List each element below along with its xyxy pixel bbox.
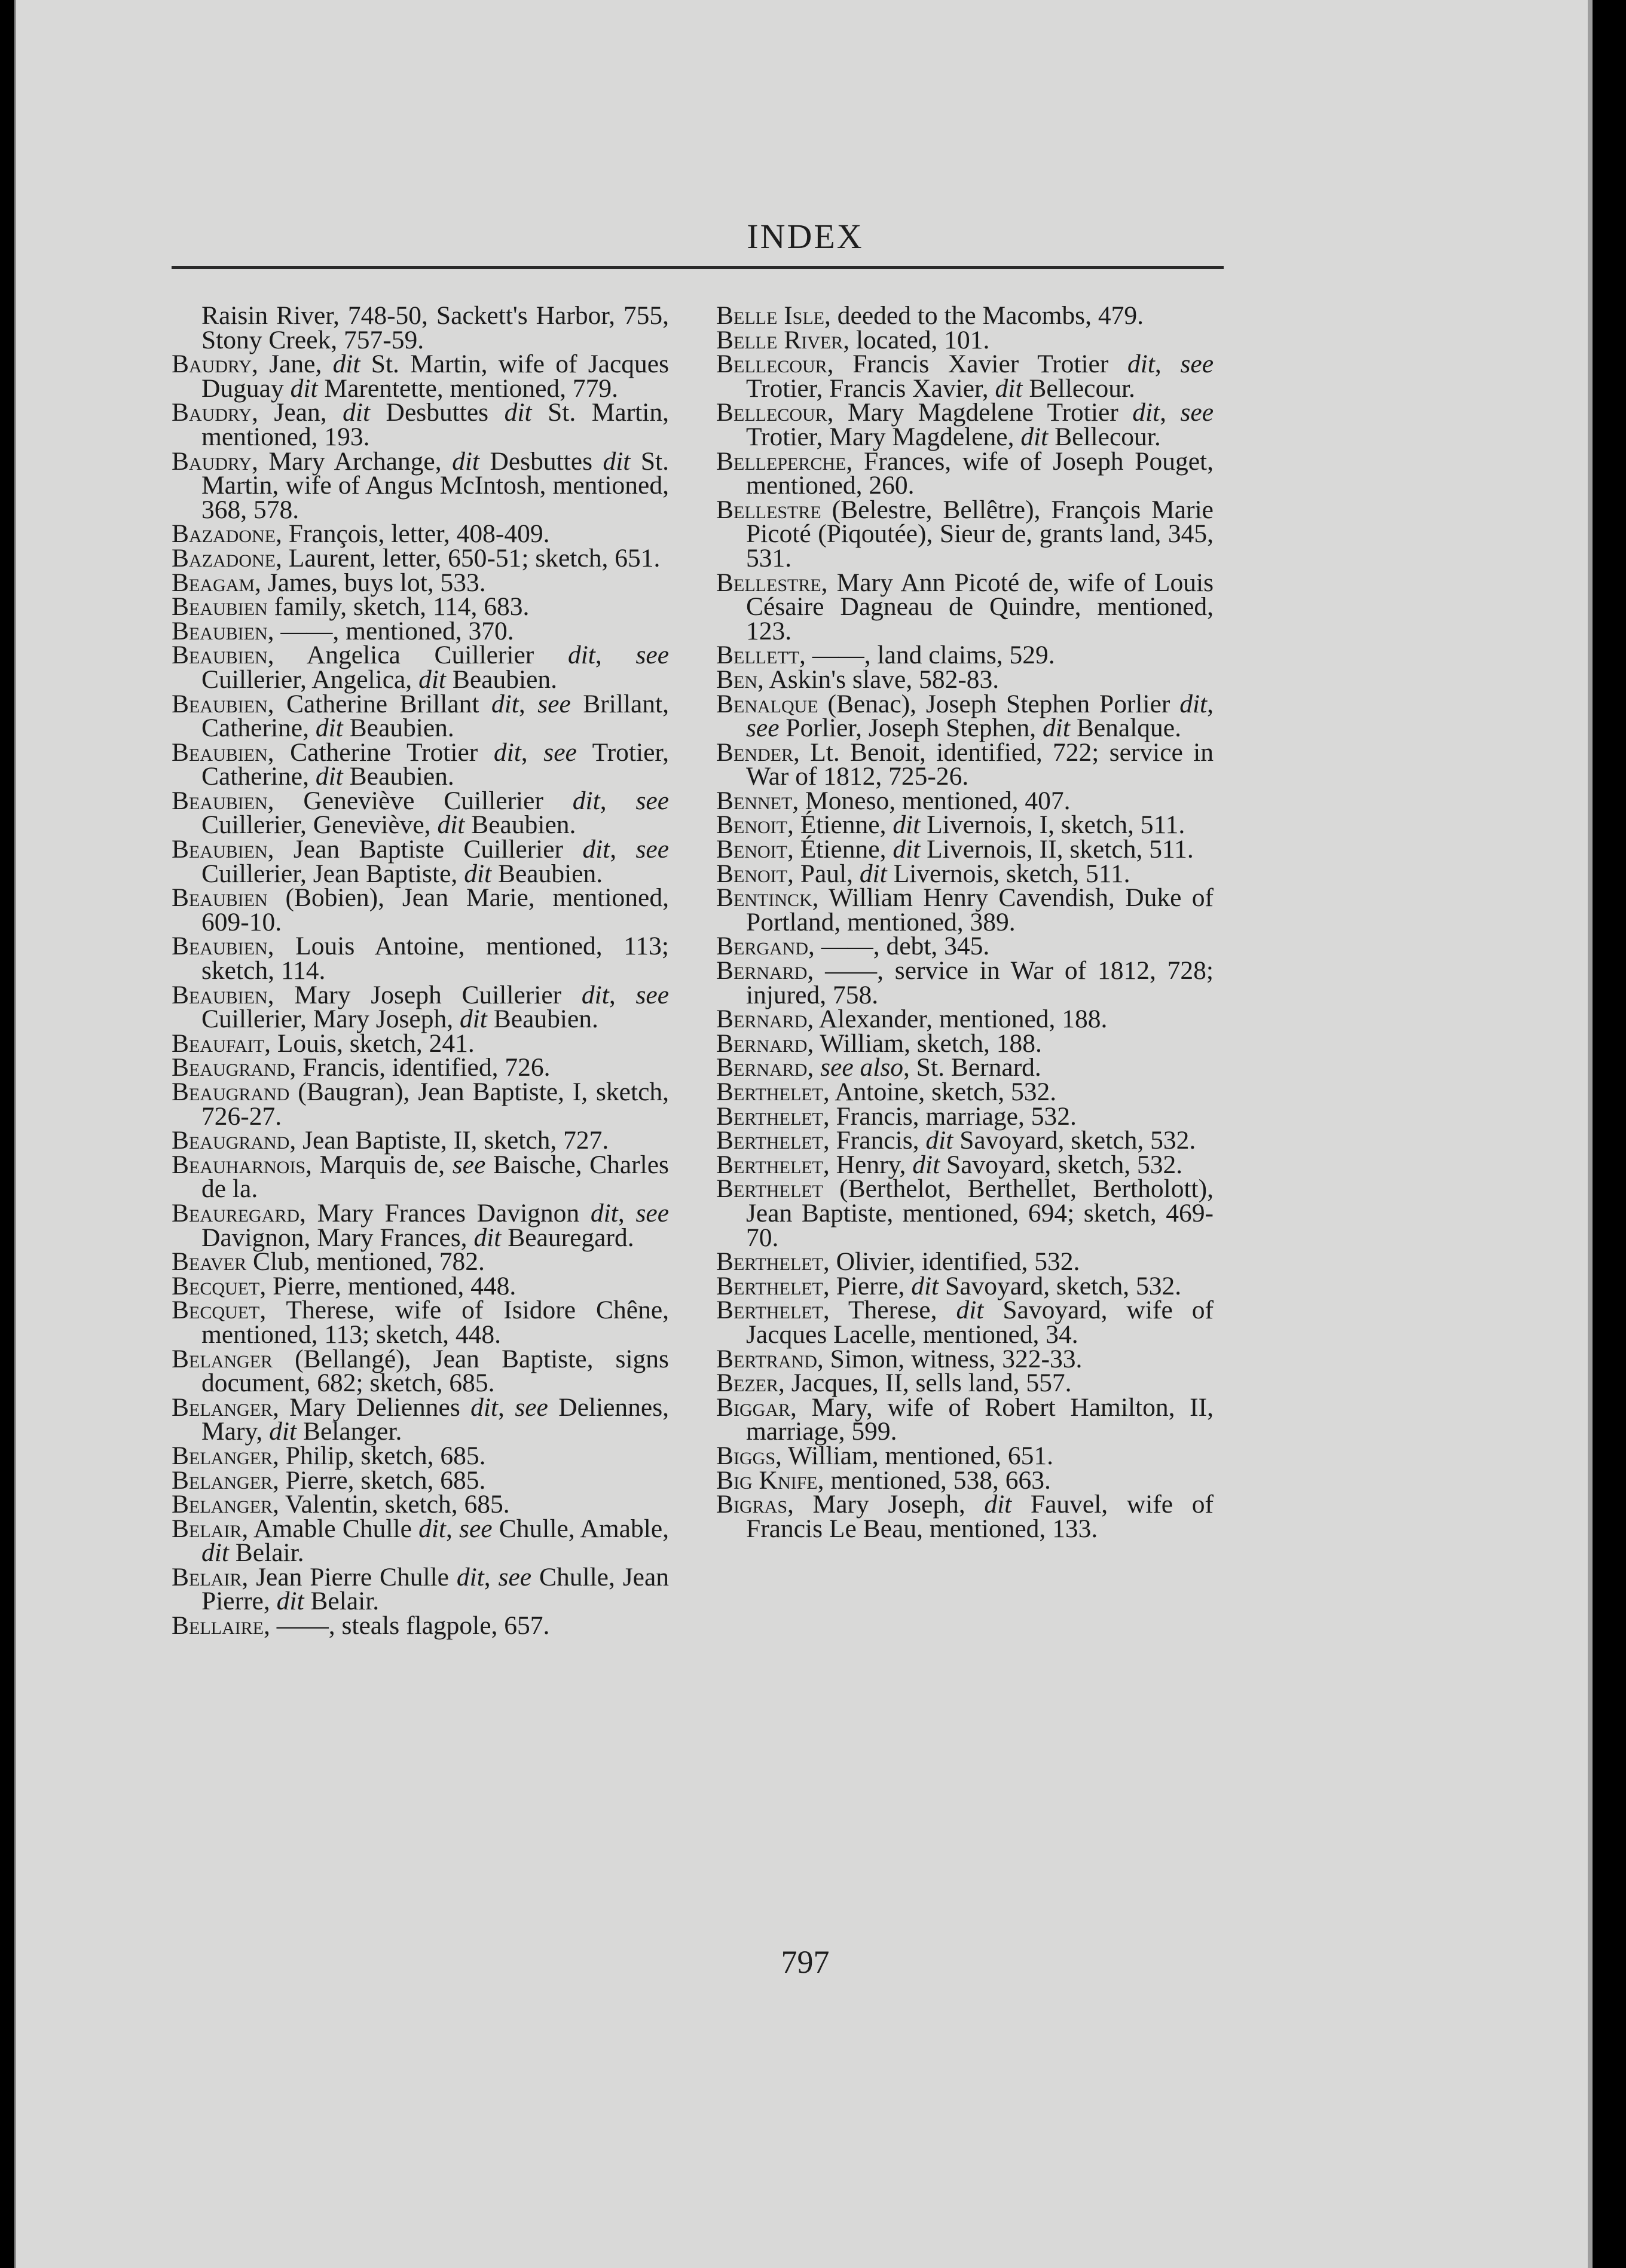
index-entry: Beaubien, Geneviève Cuillerier dit, see Cuillerier, Geneviève, dit Beaubien. (172, 786, 669, 840)
index-entry: Bergand, ——, debt, 345. (716, 932, 990, 961)
index-entry: Beagam, James, buys lot, 533. (172, 568, 486, 597)
index-entry: Beaubien, Mary Joseph Cuillerier dit, see Cuillerier, Mary Joseph, dit Beaubien. (172, 980, 669, 1034)
index-entry: Bellestre, Mary Ann Picoté de, wife of Louis Césaire Dagneau de Quindre, mentioned, 123. (716, 568, 1214, 645)
index-entry: Beaugrand, Francis, identified, 726. (172, 1053, 551, 1082)
index-entry: Beaubien, Louis Antoine, mentioned, 113; sketch, 114. (172, 932, 669, 985)
page-number: 797 (781, 1944, 830, 1980)
index-entry: Becquet, Therese, wife of Isidore Chêne, mentioned, 113; sketch, 448. (172, 1296, 669, 1349)
index-entry: Beauharnois, Marquis de, see Baische, Charles de la. (172, 1150, 669, 1204)
index-entry: Berthelet (Berthelot, Berthellet, Bertholott), Jean Baptiste, mentioned, 694; sketch, 469-70. (716, 1174, 1214, 1252)
index-entry: Bellett, ——, land claims, 529. (716, 641, 1055, 670)
index-entry: Belair, Jean Pierre Chulle dit, see Chulle, Jean Pierre, dit Belair. (172, 1562, 670, 1616)
index-entry: Berthelet, Antoine, sketch, 532. (716, 1078, 1057, 1106)
index-entry: Bazadone, Laurent, letter, 650-51; sketch, 651. (172, 543, 661, 573)
index-entry: Bernard, William, sketch, 188. (716, 1029, 1042, 1058)
index-entry: Beaugrand, Jean Baptiste, II, sketch, 727. (172, 1126, 609, 1155)
index-entry: Bentinck, William Henry Cavendish, Duke of Portland, mentioned, 389. (716, 883, 1214, 936)
index-entry: Baudry, Jane, dit St. Martin, wife of Jacques Duguay dit Marentette, mentioned, 779. (172, 350, 670, 403)
index-entry: Beaubien (Bobien), Jean Marie, mentioned, 609-10. (172, 883, 669, 936)
index-entry: Beaugrand (Baugran), Jean Baptiste, I, sketch, 726-27. (172, 1078, 669, 1131)
index-entry: Biggar, Mary, wife of Robert Hamilton, II, marriage, 599. (716, 1392, 1214, 1446)
index-entry: Beaufait, Louis, sketch, 241. (172, 1029, 475, 1058)
index-entry: Baudry, Jean, dit Desbuttes dit St. Martin, mentioned, 193. (172, 398, 669, 451)
index-entry: Berthelet, Olivier, identified, 532. (716, 1247, 1080, 1277)
index-entry: Big Knife, mentioned, 538, 663. (716, 1465, 1051, 1495)
index-entry: Belanger, Philip, sketch, 685. (172, 1441, 486, 1470)
left-column (172, 301, 670, 1640)
index-entry: Benoit, Étienne, dit Livernois, I, sketch, 511. (716, 810, 1185, 840)
index-entry: Baudry, Mary Archange, dit Desbuttes dit St. Martin, wife of Angus McIntosh, mentioned, 368, 578. (172, 446, 670, 524)
index-entry: Beaubien, ——, mentioned, 370. (172, 616, 514, 645)
index-entry: Beaubien, Catherine Trotier dit, see Trotier, Catherine, dit Beaubien. (172, 737, 669, 791)
index-entry: Berthelet, Therese, dit Savoyard, wife of Jacques Lacelle, mentioned, 34. (716, 1296, 1214, 1349)
index-entry: Raisin River, 748-50, Sackett's Harbor, 755, Stony Creek, 757-59. (201, 301, 669, 354)
index-entry: Beauregard, Mary Frances Davignon dit, see Davignon, Mary Frances, dit Beauregard. (172, 1198, 670, 1252)
header-rule (172, 266, 1224, 269)
index-entry: Beaubien, Catherine Brillant dit, see Brillant, Catherine, dit Beaubien. (172, 689, 669, 743)
index-entry: Beaubien, Angelica Cuillerier dit, see Cuillerier, Angelica, dit Beaubien. (172, 641, 669, 694)
index-entry: Bennet, Moneso, mentioned, 407. (716, 786, 1071, 815)
index-entry: Bellaire, ——, steals flagpole, 657. (172, 1611, 550, 1640)
right-column (716, 301, 1214, 1543)
index-entry: Belanger, Valentin, sketch, 685. (172, 1490, 510, 1519)
index-entry: Bigras, Mary Joseph, dit Fauvel, wife of Francis Le Beau, mentioned, 133. (716, 1490, 1214, 1543)
index-entry: Beaver Club, mentioned, 782. (172, 1247, 485, 1277)
index-entry: Biggs, William, mentioned, 651. (716, 1441, 1054, 1470)
index-entry: Bender, Lt. Benoit, identified, 722; service in War of 1812, 725-26. (716, 737, 1214, 791)
index-entry: Benalque (Benac), Joseph Stephen Porlier dit, see Porlier, Joseph Stephen, dit Benalque. (716, 689, 1214, 743)
index-entry: Bernard, see also, St. Bernard. (716, 1053, 1041, 1082)
index-entry: Bezer, Jacques, II, sells land, 557. (716, 1369, 1072, 1398)
index-entry: Belair, Amable Chulle dit, see Chulle, Amable, dit Belair. (172, 1514, 670, 1568)
index-entry: Beaubien, Jean Baptiste Cuillerier dit, see Cuillerier, Jean Baptiste, dit Beaubien. (172, 835, 669, 888)
index-entry: Berthelet, Francis, marriage, 532. (716, 1101, 1077, 1131)
page-header: INDEX (747, 217, 864, 256)
index-entry: Bellestre (Belestre, Bellêtre), François Marie Picoté (Piqoutée), Sieur de, grants land, 345, 531. (716, 495, 1214, 573)
index-entry: Bellecour, Mary Magdelene Trotier dit, see Trotier, Mary Magdelene, dit Bellecour. (716, 398, 1214, 451)
index-entry: Bernard, Alexander, mentioned, 188. (716, 1005, 1108, 1034)
index-entry: Beaubien family, sketch, 114, 683. (172, 592, 530, 622)
index-entry: Benoit, Étienne, dit Livernois, II, sketch, 511. (716, 835, 1194, 864)
index-entry: Belanger, Pierre, sketch, 685. (172, 1465, 486, 1495)
index-entry: Bellecour, Francis Xavier Trotier dit, see Trotier, Francis Xavier, dit Bellecour. (716, 350, 1214, 403)
index-entry: Belle River, located, 101. (716, 325, 990, 354)
index-entry: Berthelet, Pierre, dit Savoyard, sketch, 532. (716, 1271, 1182, 1300)
index-entry: Benoit, Paul, dit Livernois, sketch, 511. (716, 859, 1130, 888)
index-entry: Berthelet, Francis, dit Savoyard, sketch, 532. (716, 1126, 1196, 1155)
index-entry: Berthelet, Henry, dit Savoyard, sketch, 532. (716, 1150, 1183, 1179)
index-entry: Belle Isle, deeded to the Macombs, 479. (716, 301, 1144, 330)
index-page (14, 0, 1593, 2268)
index-entry: Belleperche, Frances, wife of Joseph Pouget, mentioned, 260. (716, 446, 1214, 500)
index-entry: Becquet, Pierre, mentioned, 448. (172, 1271, 516, 1300)
index-entry: Belanger (Bellangé), Jean Baptiste, signs document, 682; sketch, 685. (172, 1344, 669, 1398)
index-entry: Ben, Askin's slave, 582-83. (716, 665, 1000, 694)
index-entry: Belanger, Mary Deliennes dit, see Deliennes, Mary, dit Belanger. (172, 1392, 669, 1446)
index-entry: Bernard, ——, service in War of 1812, 728; injured, 758. (716, 956, 1214, 1009)
index-entry: Bazadone, François, letter, 408-409. (172, 519, 550, 549)
index-entry: Bertrand, Simon, witness, 322-33. (716, 1344, 1083, 1373)
